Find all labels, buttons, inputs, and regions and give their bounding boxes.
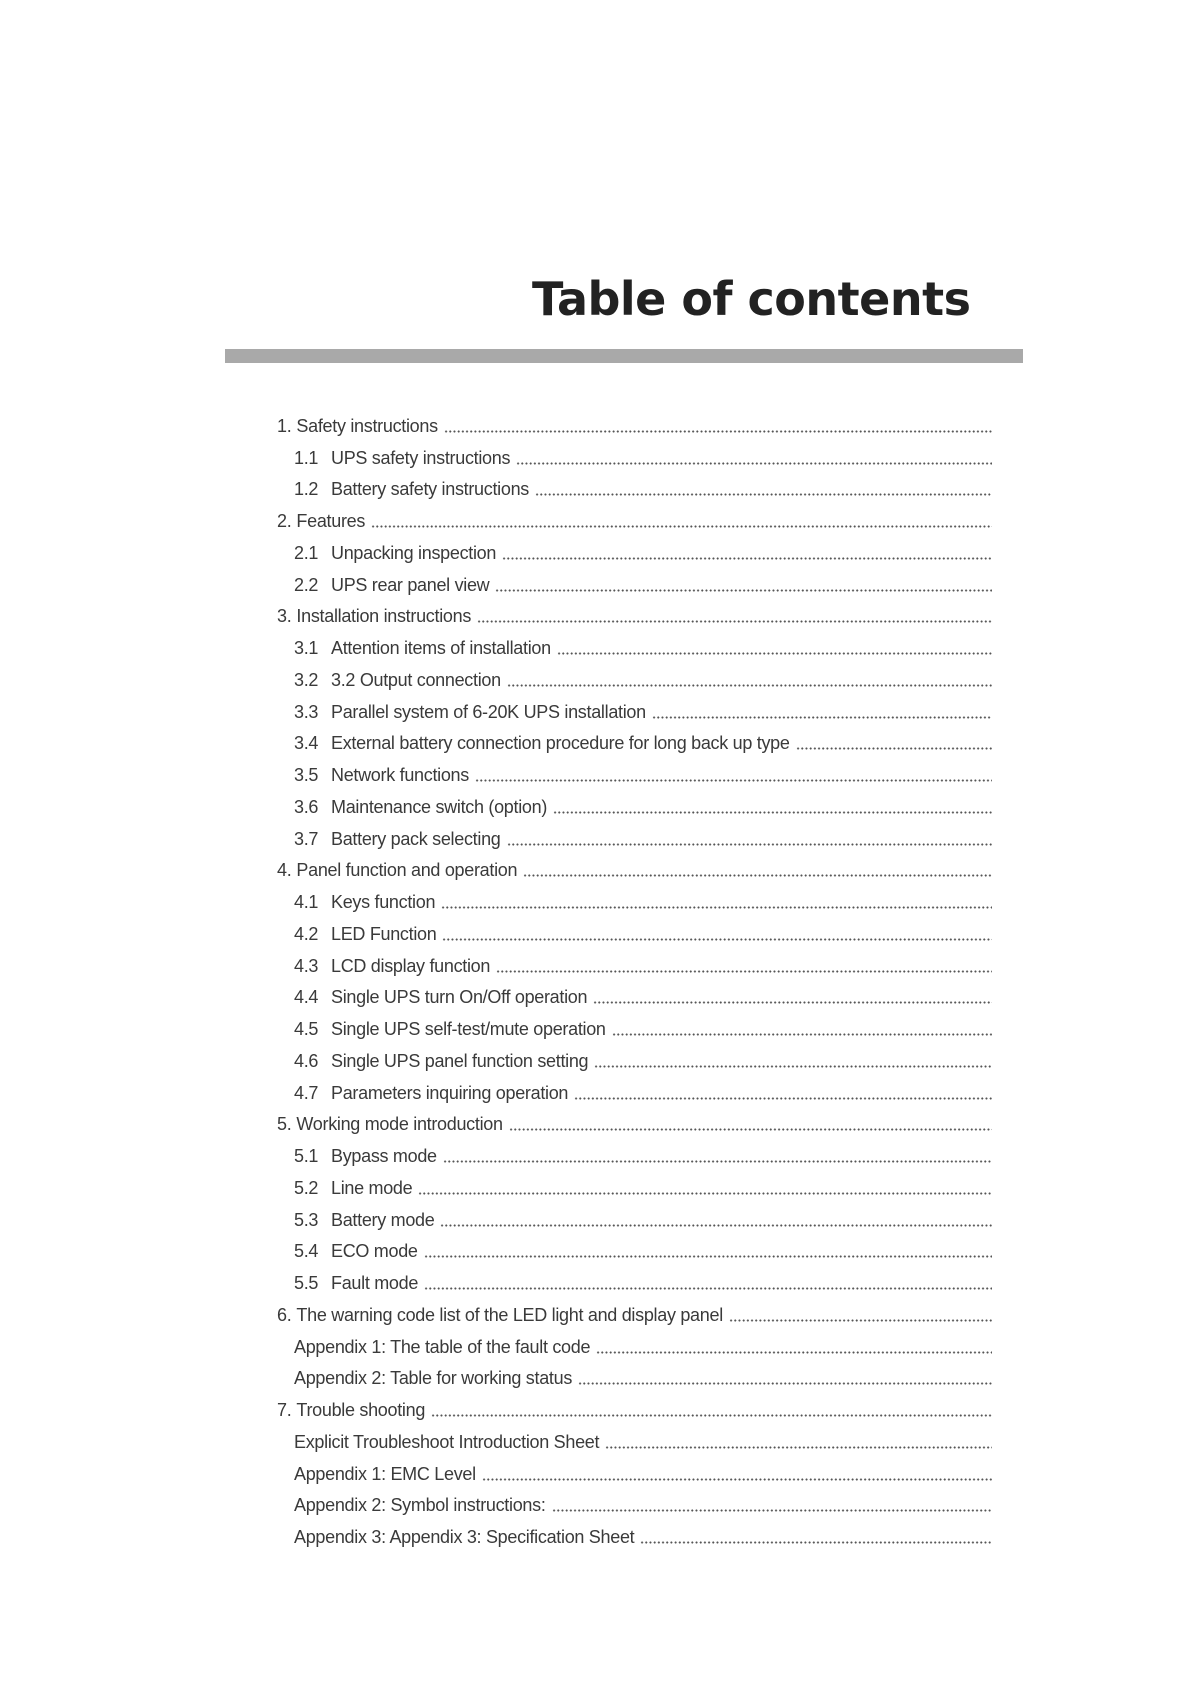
dot-leader [443,1160,992,1163]
toc-entry-label: Trouble shooting [296,1400,426,1420]
dot-leader [652,716,992,719]
toc-entry-number: 1. [277,415,292,436]
dot-leader [557,652,992,655]
toc-entry[interactable] [277,469,992,501]
toc-entry-number: 5.1 [294,1146,319,1166]
toc-entry[interactable] [277,1294,992,1326]
toc-entry[interactable] [277,1040,992,1072]
toc-entry-number: 3.7 [294,828,319,849]
dot-leader [612,1033,992,1036]
toc-entry-label: LCD display function [331,955,491,976]
toc-entry-label: Unpacking inspection [331,542,497,563]
toc-entry-label: Appendix 1: EMC Level [294,1463,476,1484]
toc-entry-number: 5.2 [294,1177,319,1198]
toc-entry-number: 2.1 [294,542,319,563]
title-divider [225,349,1023,363]
toc-entry-label: Installation instructions [296,606,472,627]
toc-entry[interactable] [277,818,992,850]
toc-entry[interactable] [277,532,992,564]
toc-entry-label: Line mode [331,1177,413,1198]
toc-entry-label: Parallel system of 6-20K UPS installation [331,701,646,722]
toc-entry[interactable] [277,1358,992,1390]
toc-entry-number: 3.4 [294,733,319,754]
toc-entry-label: Parameters inquiring operation [331,1082,569,1103]
toc-entry-label: Single UPS self-test/mute operation [331,1019,606,1039]
toc-entry[interactable] [277,1167,992,1199]
dot-leader [431,1414,992,1417]
dot-leader [594,1065,992,1068]
toc-entry[interactable] [277,1231,992,1263]
toc-entry[interactable] [277,1421,992,1453]
toc-entry[interactable] [277,881,992,913]
dot-leader [424,1255,992,1258]
toc-entry[interactable] [277,754,992,786]
dot-leader [440,1224,992,1227]
toc-entry-number: 5.5 [294,1273,319,1293]
toc-entry-label: UPS rear panel view [331,574,490,595]
toc-entry-number: 4. [277,860,292,881]
toc-entry[interactable] [277,977,992,1009]
toc-entry-number: 5.3 [294,1209,319,1230]
toc-entry-label: Single UPS turn On/Off operation [331,987,588,1008]
dot-leader [593,1001,992,1004]
toc-entry-number: 4.5 [294,1019,319,1039]
dot-leader [516,462,992,465]
toc-entry[interactable] [277,850,992,882]
toc-entry-number: 2. [277,511,292,531]
toc-entry-label: Working mode introduction [296,1114,503,1135]
toc-entry[interactable] [277,500,992,532]
dot-leader [441,906,992,909]
toc-entry-number: 1.2 [294,479,319,500]
toc-entry[interactable] [277,1104,992,1136]
toc-entry-number: 4.2 [294,923,319,944]
toc-entry-label: Appendix 1: The table of the fault code [294,1336,591,1357]
table-of-contents [277,405,992,1548]
toc-entry-number: 4.1 [294,892,319,912]
dot-leader [502,557,992,560]
toc-entry-label: ECO mode [331,1241,418,1262]
dot-leader [442,938,992,941]
dot-leader [482,1478,992,1481]
toc-entry[interactable] [277,945,992,977]
toc-entry-label: The warning code list of the LED light and display panel [296,1304,723,1325]
dot-leader [477,620,992,623]
toc-entry[interactable] [277,1453,992,1485]
toc-entry-number: 4.7 [294,1082,319,1103]
dot-leader [578,1382,992,1385]
dot-leader [553,811,992,814]
toc-entry-number: 4.6 [294,1050,319,1071]
toc-entry-label: Battery safety instructions [331,479,529,500]
toc-entry-label: Maintenance switch (option) [331,796,548,817]
dot-leader [596,1351,992,1354]
dot-leader [424,1287,992,1290]
toc-entry[interactable] [277,786,992,818]
toc-entry[interactable] [277,1135,992,1167]
toc-entry-number: 6. [277,1304,292,1325]
toc-entry-label: LED Function [331,923,437,944]
toc-entry[interactable] [277,1072,992,1104]
toc-entry-label: Bypass mode [331,1146,437,1166]
dot-leader [507,843,993,846]
dot-leader [535,493,992,496]
toc-entry-number: 3.6 [294,796,319,817]
toc-entry-label: Explicit Troubleshoot Introduction Sheet [294,1431,600,1452]
toc-entry-label: 3.2 Output connection [331,669,501,690]
toc-entry-number: 4.3 [294,955,319,976]
toc-entry-number: 5. [277,1114,292,1135]
dot-leader [418,1192,992,1195]
toc-entry-label: External battery connection procedure for long back up type [331,733,790,754]
toc-entry-number: 3.2 [294,669,319,690]
toc-entry[interactable] [277,1389,992,1421]
dot-leader [729,1319,992,1322]
toc-entry[interactable] [277,596,992,628]
dot-leader [574,1097,992,1100]
toc-entry[interactable] [277,1326,992,1358]
dot-leader [552,1509,992,1512]
toc-entry[interactable] [277,723,992,755]
toc-entry-label: Keys function [331,892,436,912]
toc-entry[interactable] [277,437,992,469]
toc-entry[interactable] [277,1516,992,1548]
toc-entry-label: Battery pack selecting [331,828,501,849]
toc-entry-label: Attention items of installation [331,638,551,658]
page-title: Table of contents [532,272,971,326]
toc-entry-number: 7. [277,1400,292,1420]
toc-entry-label: Network functions [331,765,469,785]
dot-leader [371,525,992,528]
toc-entry-label: Battery mode [331,1209,435,1230]
toc-entry-number: 3.5 [294,765,319,785]
toc-entry-label: Fault mode [331,1273,419,1293]
toc-entry-number: 2.2 [294,574,319,595]
toc-entry-label: Appendix 2: Table for working status [294,1368,573,1389]
toc-entry-label: Features [296,511,366,531]
toc-entry[interactable] [277,627,992,659]
toc-entry-number: 3. [277,606,292,627]
toc-entry-label: UPS safety instructions [331,447,511,468]
dot-leader [605,1446,992,1449]
dot-leader [507,684,992,687]
toc-entry-number: 5.4 [294,1241,319,1262]
toc-entry[interactable] [277,659,992,691]
toc-entry-number: 4.4 [294,987,319,1008]
dot-leader [523,874,992,877]
toc-entry-number: 3.1 [294,638,319,658]
toc-entry-label: Panel function and operation [296,860,518,881]
toc-entry[interactable] [277,405,992,437]
toc-entry-number: 1.1 [294,447,319,468]
toc-entry[interactable] [277,1485,992,1517]
toc-entry[interactable] [277,1262,992,1294]
dot-leader [796,747,992,750]
dot-leader [509,1128,992,1131]
toc-entry[interactable] [277,1199,992,1231]
toc-entry-label: Appendix 3: Appendix 3: Specification Sheet [294,1527,635,1547]
dot-leader [496,970,992,973]
dot-leader [444,430,992,433]
dot-leader [495,589,992,592]
toc-entry-label: Safety instructions [296,415,438,436]
toc-entry-number: 3.3 [294,701,319,722]
toc-entry[interactable] [277,1008,992,1040]
dot-leader [475,779,992,782]
dot-leader [640,1541,992,1544]
toc-entry[interactable] [277,691,992,723]
toc-entry-label: Appendix 2: Symbol instructions: [294,1495,546,1516]
toc-entry[interactable] [277,564,992,596]
toc-entry-label: Single UPS panel function setting [331,1050,589,1071]
toc-entry[interactable] [277,913,992,945]
